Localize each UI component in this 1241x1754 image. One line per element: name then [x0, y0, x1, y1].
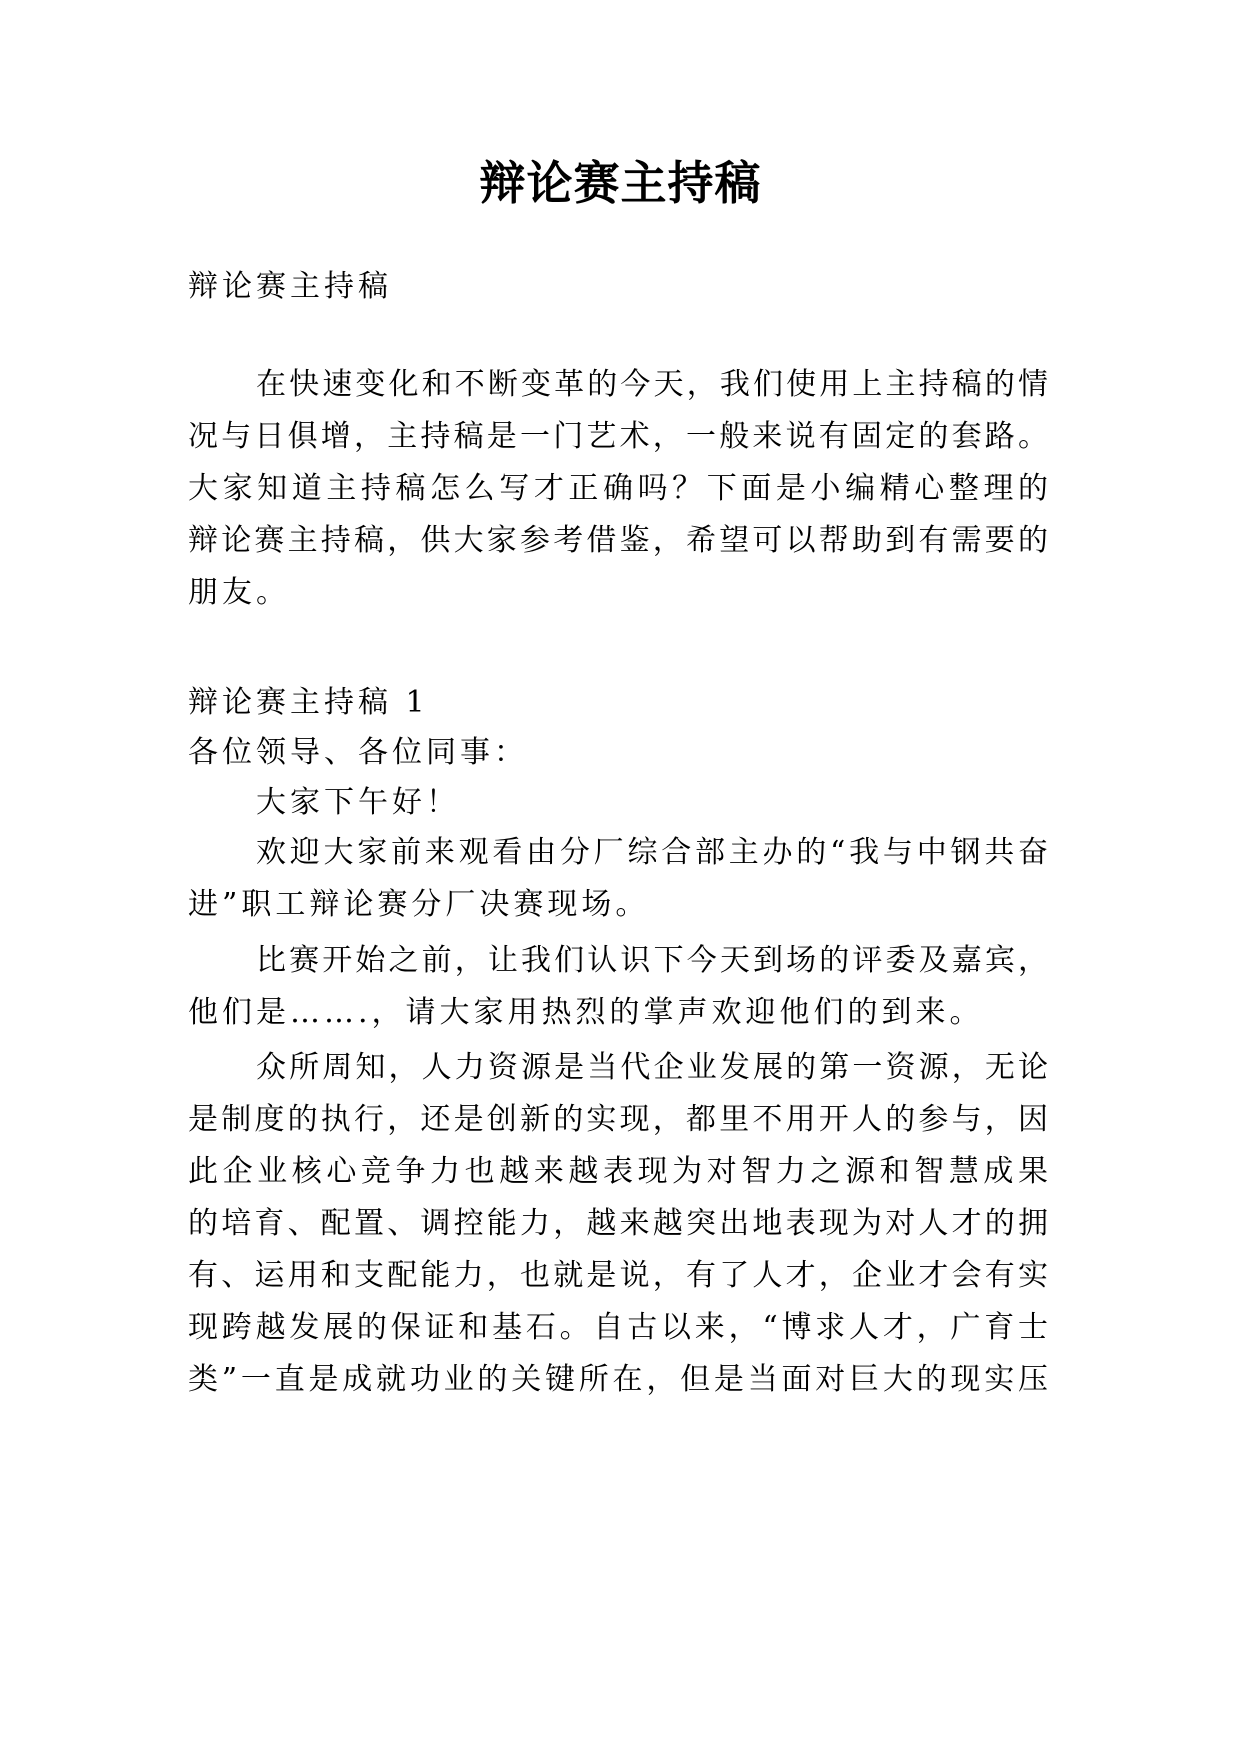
section-heading: 辩论赛主持稿 1: [188, 685, 429, 720]
judges-line: 他们是…….，请大家用热烈的掌声欢迎他们的到来。: [188, 995, 984, 1030]
intro-line: 大家知道主持稿怎么写才正确吗？下面是小编精心整理的: [188, 471, 1048, 506]
body-line: 是制度的执行，还是创新的实现，都里不用开人的参与，因: [188, 1102, 1048, 1137]
body-line: 此企业核心竞争力也越来越表现为对智力之源和智慧成果: [188, 1154, 1048, 1189]
body-line: 众所周知，人力资源是当代企业发展的第一资源，无论: [256, 1050, 1048, 1085]
salutation: 各位领导、各位同事：: [188, 735, 528, 770]
document-subtitle: 辩论赛主持稿: [188, 269, 392, 304]
body-line: 的培育、配置、调控能力，越来越突出地表现为对人才的拥: [188, 1206, 1048, 1241]
intro-line: 况与日俱增，主持稿是一门艺术，一般来说有固定的套路。: [188, 419, 1048, 454]
intro-line: 辩论赛主持稿，供大家参考借鉴，希望可以帮助到有需要的: [188, 523, 1048, 558]
judges-line: 比赛开始之前，让我们认识下今天到场的评委及嘉宾，: [256, 943, 1048, 978]
body-line: 有、运用和支配能力，也就是说，有了人才，企业才会有实: [188, 1258, 1048, 1293]
greeting: 大家下午好！: [256, 785, 460, 820]
body-line: 类”一直是成就功业的关键所在，但是当面对巨大的现实压: [188, 1362, 1048, 1397]
welcome-line: 进”职工辩论赛分厂决赛现场。: [188, 887, 650, 922]
welcome-line: 欢迎大家前来观看由分厂综合部主办的“我与中钢共奋: [256, 835, 1048, 870]
body-line: 现跨越发展的保证和基石。自古以来，“博求人才，广育士: [188, 1310, 1048, 1345]
intro-line: 朋友。: [188, 575, 290, 610]
document-title: 辩论赛主持稿: [479, 156, 762, 210]
intro-line: 在快速变化和不断变革的今天，我们使用上主持稿的情: [256, 367, 1048, 402]
